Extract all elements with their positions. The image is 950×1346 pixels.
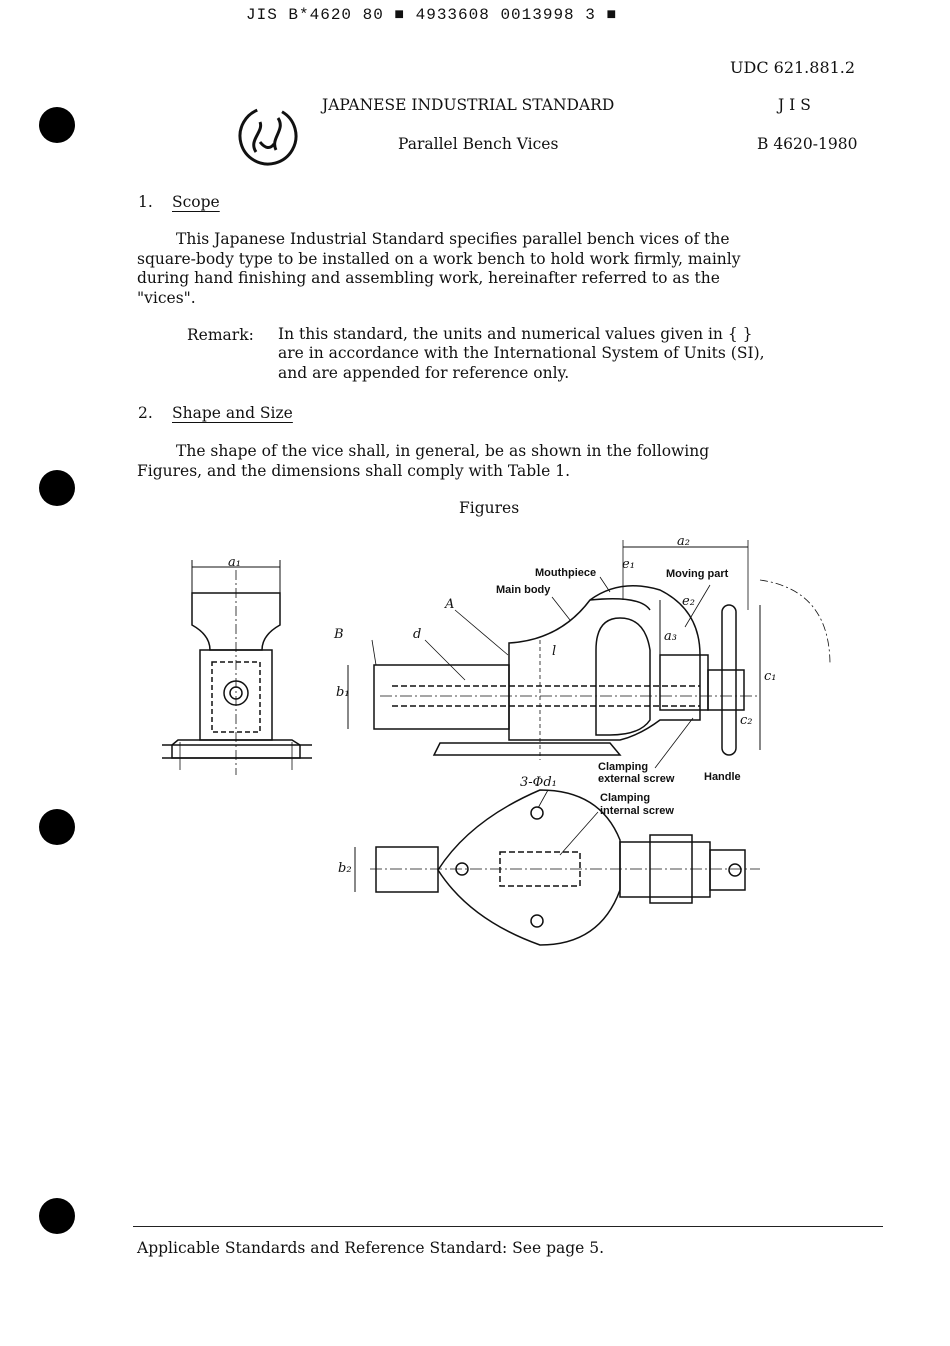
- label-a1: a₁: [228, 555, 241, 570]
- section-1-heading: Scope: [172, 193, 220, 211]
- section-2-number: 2.: [138, 404, 153, 422]
- label-moving-part: Moving part: [666, 568, 729, 580]
- paragraph-line: during hand finishing and assembling work, hereinafter referred to as the: [137, 269, 720, 287]
- label-clamping-external: external screw: [598, 773, 675, 785]
- label-clamping-external: Clamping: [598, 761, 649, 773]
- label-c1: c₁: [764, 669, 777, 684]
- label-holes: 3-Φd₁: [520, 775, 557, 790]
- label-d: d: [413, 627, 422, 642]
- section-2-heading: Shape and Size: [172, 404, 293, 422]
- label-clamping-internal: internal screw: [600, 805, 674, 817]
- label-main-body: Main body: [496, 584, 551, 596]
- label-b2: b₂: [338, 861, 352, 876]
- label-A: A: [445, 597, 455, 612]
- remark-line: and are appended for reference only.: [278, 364, 570, 382]
- side-view-drawing: [162, 560, 312, 775]
- figure-caption: Figures: [459, 499, 520, 517]
- footer-reference: Applicable Standards and Reference Standard: See page 5.: [137, 1239, 605, 1257]
- label-handle: Handle: [704, 771, 741, 783]
- standard-title: JAPANESE INDUSTRIAL STANDARD: [322, 96, 615, 114]
- jis-label: J I S: [778, 96, 811, 114]
- label-l: l: [552, 644, 557, 659]
- label-c2: c₂: [740, 713, 753, 728]
- paragraph-line: This Japanese Industrial Standard specifies parallel bench vices of the: [176, 230, 730, 248]
- label-e2: e₂: [682, 594, 695, 609]
- label-clamping-internal: Clamping: [600, 792, 651, 804]
- label-B: B: [334, 627, 344, 642]
- header-code: JIS B*4620 80 ■ 4933608 0013998 3 ■: [246, 6, 618, 24]
- label-b1: b₁: [336, 685, 350, 700]
- label-a2: a₂: [677, 534, 690, 549]
- udc-number: UDC 621.881.2: [730, 58, 856, 77]
- document-number: B 4620-1980: [757, 135, 858, 153]
- remark-line: are in accordance with the International System of Units (SI),: [278, 344, 765, 362]
- figure-labels: [228, 534, 777, 876]
- label-a3: a₃: [664, 629, 677, 644]
- label-mouthpiece: Mouthpiece: [535, 567, 597, 579]
- paragraph-line: The shape of the vice shall, in general, be as shown in the following: [176, 442, 710, 460]
- paragraph-line: Figures, and the dimensions shall comply with Table 1.: [137, 462, 571, 480]
- footer-divider: [133, 1226, 883, 1227]
- document-title: Parallel Bench Vices: [398, 135, 559, 153]
- section-1-number: 1.: [138, 193, 153, 211]
- plan-view-drawing: [355, 790, 760, 945]
- remark-line: In this standard, the units and numerical values given in { }: [278, 325, 753, 343]
- paragraph-line: square-body type to be installed on a work bench to hold work firmly, mainly: [137, 250, 741, 268]
- label-e1: e₁: [622, 557, 635, 572]
- remark-label: Remark:: [187, 326, 254, 344]
- paragraph-line: "vices".: [137, 289, 196, 307]
